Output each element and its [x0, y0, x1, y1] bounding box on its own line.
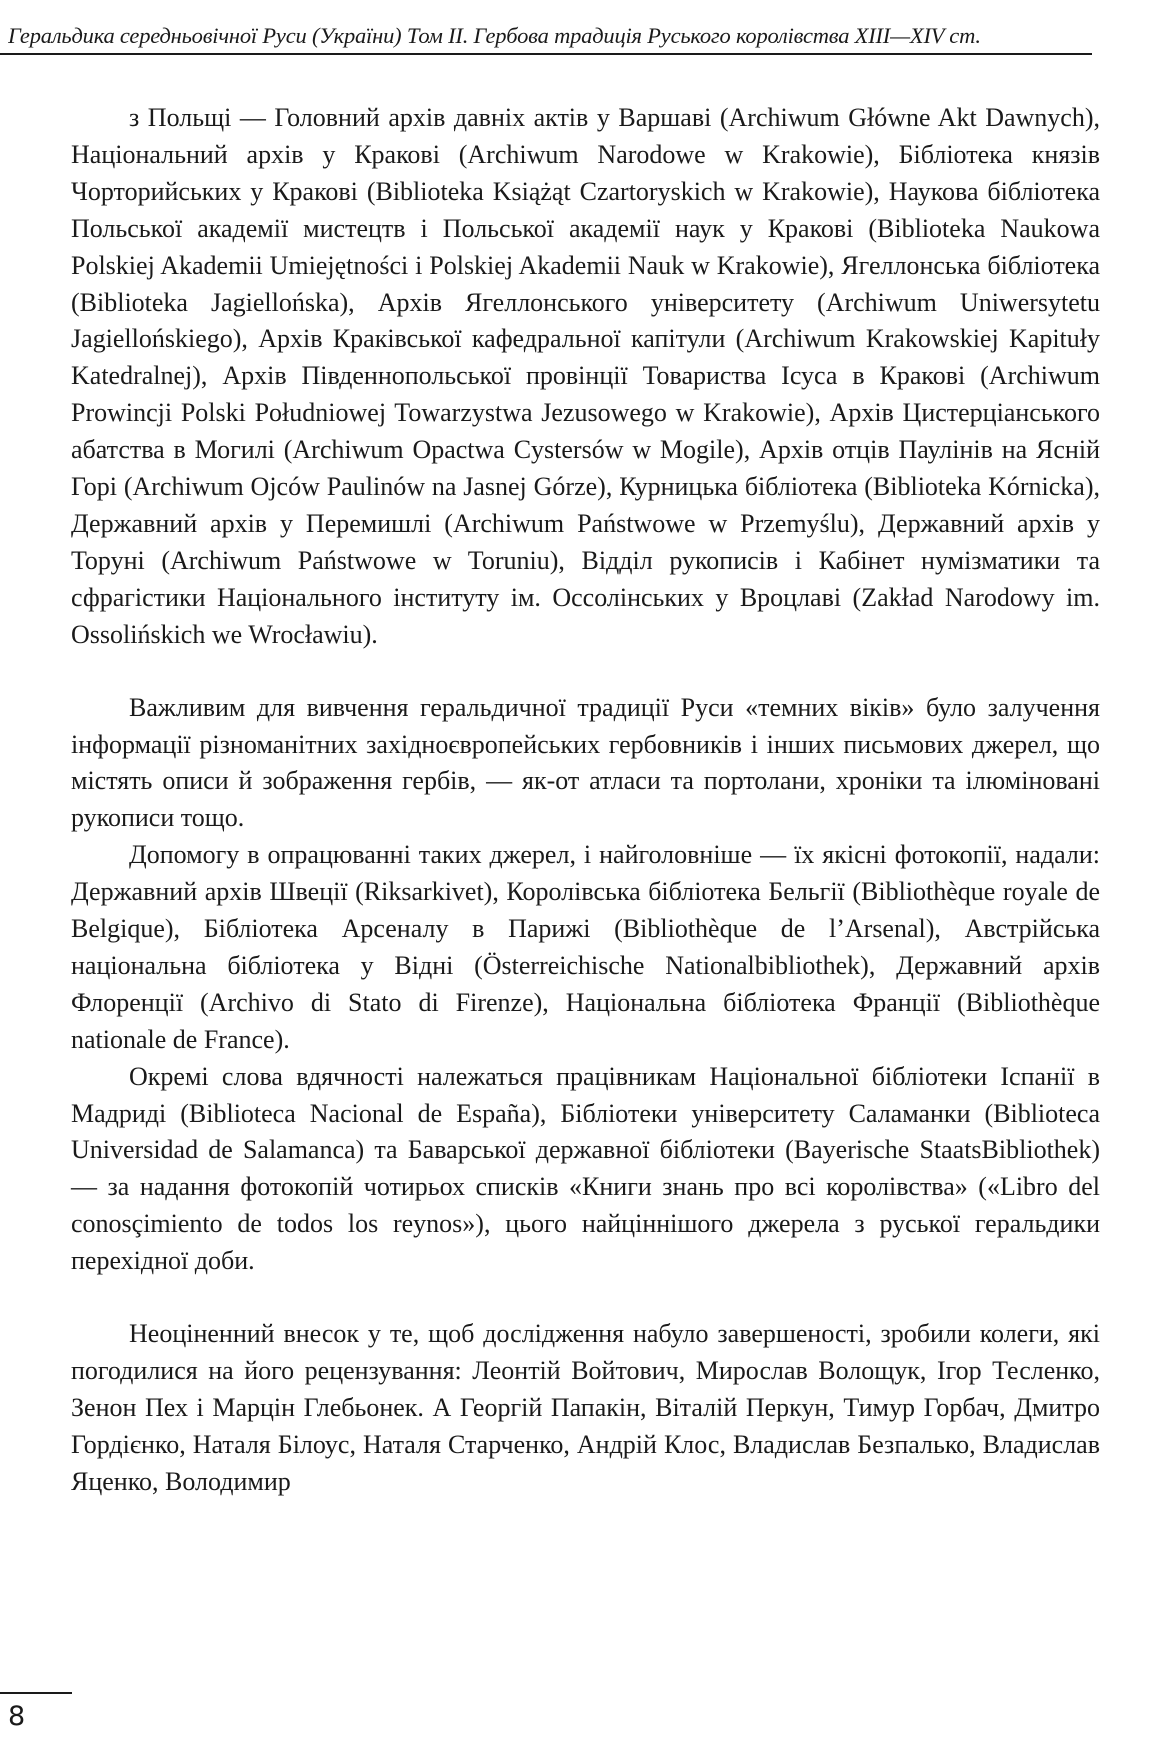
paragraph-photocopies: Допомогу в опрацюванні таких джерел, і найголовніше — їх якісні фотокопії, надали: Державний архів Швеції (Riksarkivet), Королівська бібліотека Бельгії (Bibliothèque royale de Belgique), Бібліотека Арсеналу в Парижі (Bibliothèque de l’Arsenal), Австрійська національна бібліотека у Відні (Österreichische Nationalbibliothek), Державний архів Флоренції (Archivo di Stato di Firenze), Національна бібліотека Франції (Bibliothèque nationale de France). [71, 840, 1100, 1054]
footer-rule [0, 1692, 72, 1694]
header-rule [0, 53, 1092, 55]
paragraph-archives-poland: з Польщі — Головний архів давніх актів у Варшаві (Archiwum Główne Akt Dawnych), Національний архів у Кракові (Archiwum Narodowe w Krakowie), Бібліотека князів Чорторийських у Кракові (Biblioteka Książąt Czartoryskich w Krakowie), Наукова бібліотека Польської академії мистецтв і Польської академії наук у Кракові (Biblioteka Naukowa Polskiej Akademii Umiejętności i Polskiej Akademii Nauk w Krakowie), Ягеллонська бібліотека (Biblioteka Jagiellońska), Архів Ягеллонського університету (Archiwum Uniwersytetu Jagiellońskiego), Архів Краківської кафедральної капітули (Archiwum Krakowskiej Kapituły Katedralnej), Архів Південнопольської провінції Товариства Ісуса в Кракові (Archiwum Prowincji Polski Południowej Towarzystwa Jezusowego w Krakowie), Архів Цистерціанського абатства в Могилі (Archiwum Opactwa Cystersów w Mogile), Архів отців Паулінів на Ясній Горі (Archiwum Ojców Paulinów na Jasnej Górze), Курницька бібліотека (Biblioteka Kórnicka), Державний архів у Перемишлі (Archiwum Państwowe w Przemyślu), Державний архів у Торуні (Archiwum Państwowe w Toruniu), Відділ рукописів і Кабінет нумізматики та сфрагістики Національного інституту ім. Оссолінських у Вроцлаві (Zakład Narodowy im. Ossolińskich we Wrocławiu). [71, 103, 1100, 649]
page-number: 8 [8, 1701, 26, 1732]
running-header: Геральдика середньовічної Руси (України) Том ІІ. Гербова традиція Руського королівства XIII—XIV ст. [8, 23, 981, 48]
paragraph-gratitude: Окремі слова вдячності належаться працівникам Національної бібліотеки Іспанії в Мадриді (Biblioteca Nacional de España), Бібліотеки університету Саламанки (Biblioteca Universidad de Salamanca) та Баварської державної бібліотеки (Bayerische StaatsBibliothek) — за надання фотокопій чотирьох списків «Книги знань про всі королівства» («Libro del conosçimiento de todos los reynos»), цього найціннішого джерела з руської геральдики перехідної доби. [71, 1061, 1100, 1276]
paragraph-armorials: Важливим для вивчення геральдичної традиції Руси «темних віків» було залучення інформації різноманітних західноєвропейських гербовників і інших письмових джерел, що містять описи й зображення гербів, — як-от атласи та портолани, хроніки та ілюміновані рукописи тощо. [71, 692, 1100, 833]
paragraph-reviewers: Неоціненний внесок у те, щоб дослідження набуло завершеності, зробили колеги, які погодилися на його рецензування: Леонтій Войтович, Мирослав Волощук, Ігор Тесленко, Зенон Пех і Марцін Глебьонек. А Георгій Папакін, Віталій Перкун, Тимур Горбач, Дмитро Гордієнко, Наталя Білоус, Наталя Старченко, Андрій Клос, Владислав Безпалько, Владислав Яценко, Володимир [71, 1319, 1100, 1496]
text-body [71, 100, 1100, 1501]
